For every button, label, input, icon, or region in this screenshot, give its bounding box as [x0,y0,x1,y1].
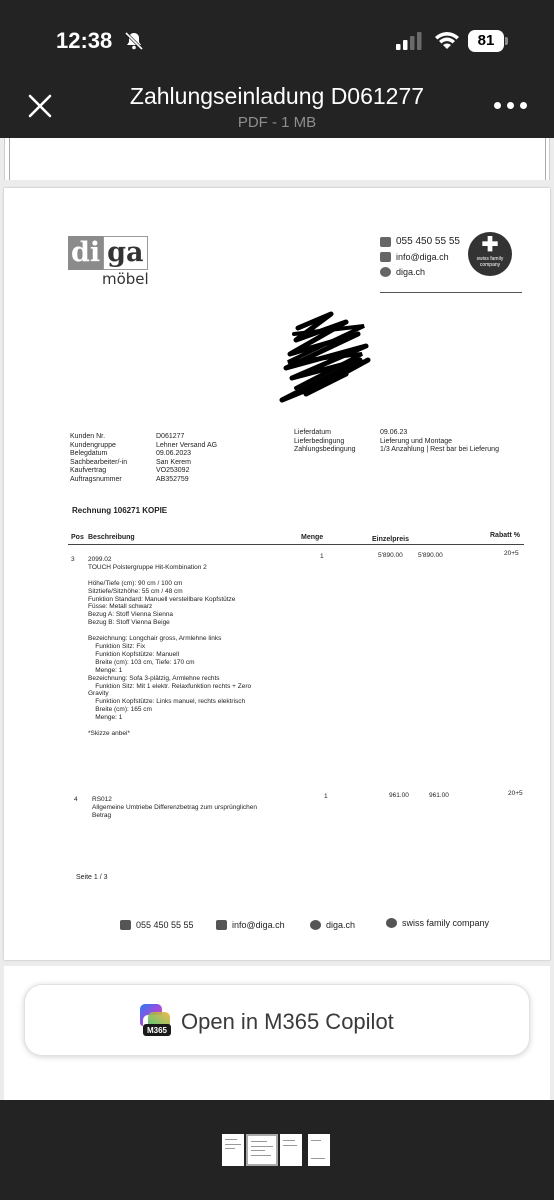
footer-email: info@diga.ch [216,920,285,930]
logo-part-1: di [68,236,103,270]
page-thumbnail[interactable] [222,1134,244,1166]
email-icon [380,252,391,262]
header-menge: Menge [301,534,324,541]
item-description: RS012 Allgemeine Umtriebe Differenzbetrag zum ursprünglichen Betrag [92,796,257,819]
contact-email: info@diga.ch [396,251,449,262]
bell-muted-icon [124,31,144,51]
contact-web: diga.ch [396,266,426,277]
open-in-copilot-button[interactable] [24,984,530,1056]
wifi-icon [434,30,460,50]
contact-block [380,234,460,279]
diga-logo [68,236,149,288]
delivery-meta: Lieferdatum 09.06.23 Lieferbedingung Lieferung und Montage Zahlungsbedingung 1/3 Anzahlung | Rest bar bei Lieferung [294,429,499,454]
header-einzelpreis: Einzelpreis [372,536,409,543]
item-menge: 1 [320,553,324,560]
item-rabatt: 20+5 [508,790,523,797]
more-options-icon[interactable] [494,100,528,112]
logo-part-2: ga [103,236,147,270]
item-einzelpreis: 5'890.00 [378,552,403,559]
signal-icon [396,32,424,50]
phone-icon [120,920,131,930]
item-pos: 3 [71,556,75,563]
page-thumbnail-bar [0,1100,554,1200]
item-menge: 1 [324,793,328,800]
battery-tip [505,37,508,45]
item-description: 2099.02 TOUCH Polstergruppe Hit-Kombination 2 Höhe/Tiefe (cm): 90 cm / 100 cm Sitztiefe/Sitzhöhe: 55 cm / 48 cm Funktion Standard: Manuell verstellbare Kopfstütze Füsse: Metall schwarz Bezug A: Stoff Vienna Sienna Bezug B: Stoff Vienna Beige Bezeichnung: Longchair gross, Armlehne links Funktion Sitz: Fix Funktion Kopfstütze: Manuell Breite (cm): 103 cm, Tiefe: 170 cm Menge: 1 Bezeichnung: Sofa 3-plätzig, Armlehne rechts Funktion Sitz: Mit 1 elektr. Relaxfunktion rechts + Zero Gravity Funktion Kopfstütze: Links manuel, rechts elektrisch Breite (cm): 165 cm Menge: 1 *Skizze anbei* [88,556,252,737]
page-number: Seite 1 / 3 [76,874,108,881]
m365-badge-text: M365 [146,1026,168,1035]
globe-icon [310,920,321,930]
item-pos: 4 [74,796,78,803]
divider [380,292,522,293]
item-rabatt: 20+5 [504,550,519,557]
customer-meta: Kunden Nr. D061277 Kundengruppe Lehner Versand AG Belegdatum 09.06.2023 Sachbearbeiter/-in San Kerem Kaufvertrag VO253092 Auftragsnummer AB352759 [70,433,218,483]
battery-level: 81 [468,30,504,52]
pdf-page[interactable] [4,188,550,960]
logo-part-3: möbel [102,270,149,288]
table-divider [68,544,524,545]
m365-copilot-icon [137,1002,173,1038]
footer-tagline: swiss family company [386,918,489,928]
phone-icon [380,237,391,247]
page-thumbnail[interactable] [308,1134,330,1166]
redaction-scribble [276,308,376,408]
footer-phone: 055 450 55 55 [120,920,194,930]
header-pos: Pos [71,534,84,541]
globe-icon [380,267,391,277]
swiss-family-badge [468,232,512,276]
email-icon [216,920,227,930]
header-rabatt: Rabatt % [490,532,520,539]
top-bar [0,0,554,138]
badge-text: swiss family company [476,256,504,268]
page-thumbnail[interactable] [280,1134,302,1166]
page-thumbnail-current[interactable] [246,1134,278,1166]
previous-page-strip [4,138,550,180]
plus-icon: ✚ [481,234,499,256]
status-time: 12:38 [56,28,113,53]
contact-phone: 055 450 55 55 [396,236,460,247]
item-total: 5'890.00 [418,552,443,559]
document-subtitle: PDF - 1 MB [237,114,317,131]
copilot-area [4,966,550,1100]
swiss-family-icon [386,918,397,928]
document-title: Zahlungseinladung D061277 [129,83,425,109]
item-einzelpreis: 961.00 [389,792,409,799]
copilot-button-label: Open in M365 Copilot [181,1009,394,1034]
footer-web: diga.ch [310,920,355,930]
item-total: 961.00 [429,792,449,799]
battery-indicator [468,30,508,52]
header-desc: Beschreibung [88,534,135,541]
invoice-title: Rechnung 106271 KOPIE [72,506,168,515]
